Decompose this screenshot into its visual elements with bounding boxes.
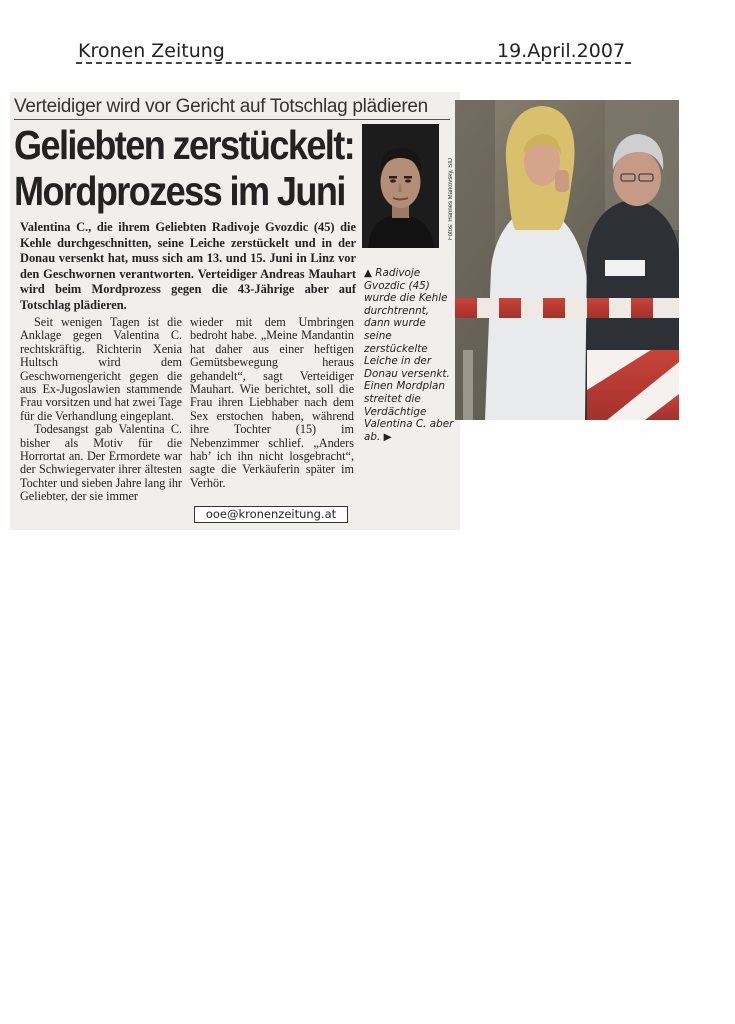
col1-paragraph-1: Seit wenigen Tagen ist die Anklage gegen Valentina C. rechtskräftig. Richterin Xenia Hultsch wird dem Geschwornengericht gegen die aus Ex-Jugoslawien stammende Frau vorsitzen und hat zwei Tage für die Verhandlung eingeplant. xyxy=(20,315,182,423)
col2-paragraph-1: wieder mit dem Umbringen bedroht habe. „Meine Mandantin hat daher aus einer heftigen Gemütsbewegung heraus gehandelt“, sagt Verteidiger Mauhart. Wie berichtet, soll die Frau ihren Liebhaber nach dem Sex erstochen haben, während ihre Tochter (15) im Nebenzimmer schlief. „Anders hab’ ich ihn nicht losgebracht“, sagte die Verkäuferin später im Verhör. xyxy=(190,315,354,490)
article-lead: Valentina C., die ihrem Geliebten Radivoje Gvozdic (45) die Kehle durchgeschnitten, seine Leiche zerstückelt und in der Donau versenkt hat, muss sich am 13. und 15. Juni in Linz vor den Geschwornen verantworten. Verteidiger Andreas Mauhart wird beim Mordprozess gegen die 43-Jährige aber auf Totschlag plädieren. xyxy=(20,220,356,312)
article-column-2 xyxy=(190,316,354,490)
photo-caption: ▲ Radivoje Gvozdic (45) wurde die Kehle durchtrennt, dann wurde seine zerstückelte Leiche in der Donau versenkt. Einen Mordplan streitet die Verdächtige Valentina C. aber ab. ▶ xyxy=(364,267,454,443)
col1-paragraph-2: Todesangst gab Valentina C. bisher als Motiv für die Horrortat an. Der Ermordete war der Schwiegervater ihrer ältesten Tochter und sieben Jahre lang ihr Geliebter, der sie immer xyxy=(20,422,182,504)
contact-email: ooe@kronenzeitung.at xyxy=(194,506,348,523)
article-column-1 xyxy=(20,316,182,504)
headline-line-1: Geliebten zerstückelt: xyxy=(14,122,355,168)
article-kicker: Verteidiger wird vor Gericht auf Totschlag plädieren xyxy=(14,96,428,117)
portrait-illustration xyxy=(362,124,439,248)
headline-line-2: Mordprozess im Juni xyxy=(14,168,345,214)
portrait-photo xyxy=(362,124,439,248)
main-photo xyxy=(455,100,679,420)
newspaper-clipping xyxy=(10,92,460,530)
photo-credit: Fotos: Hannes Markovsky, SID xyxy=(448,157,454,240)
header-date: 19.April.2007 xyxy=(497,40,626,62)
header-source: Kronen Zeitung xyxy=(78,40,225,62)
courtroom-scene-illustration xyxy=(455,100,679,420)
header-rule xyxy=(76,62,631,64)
kicker-rule xyxy=(14,119,450,120)
article-headline xyxy=(14,122,355,214)
